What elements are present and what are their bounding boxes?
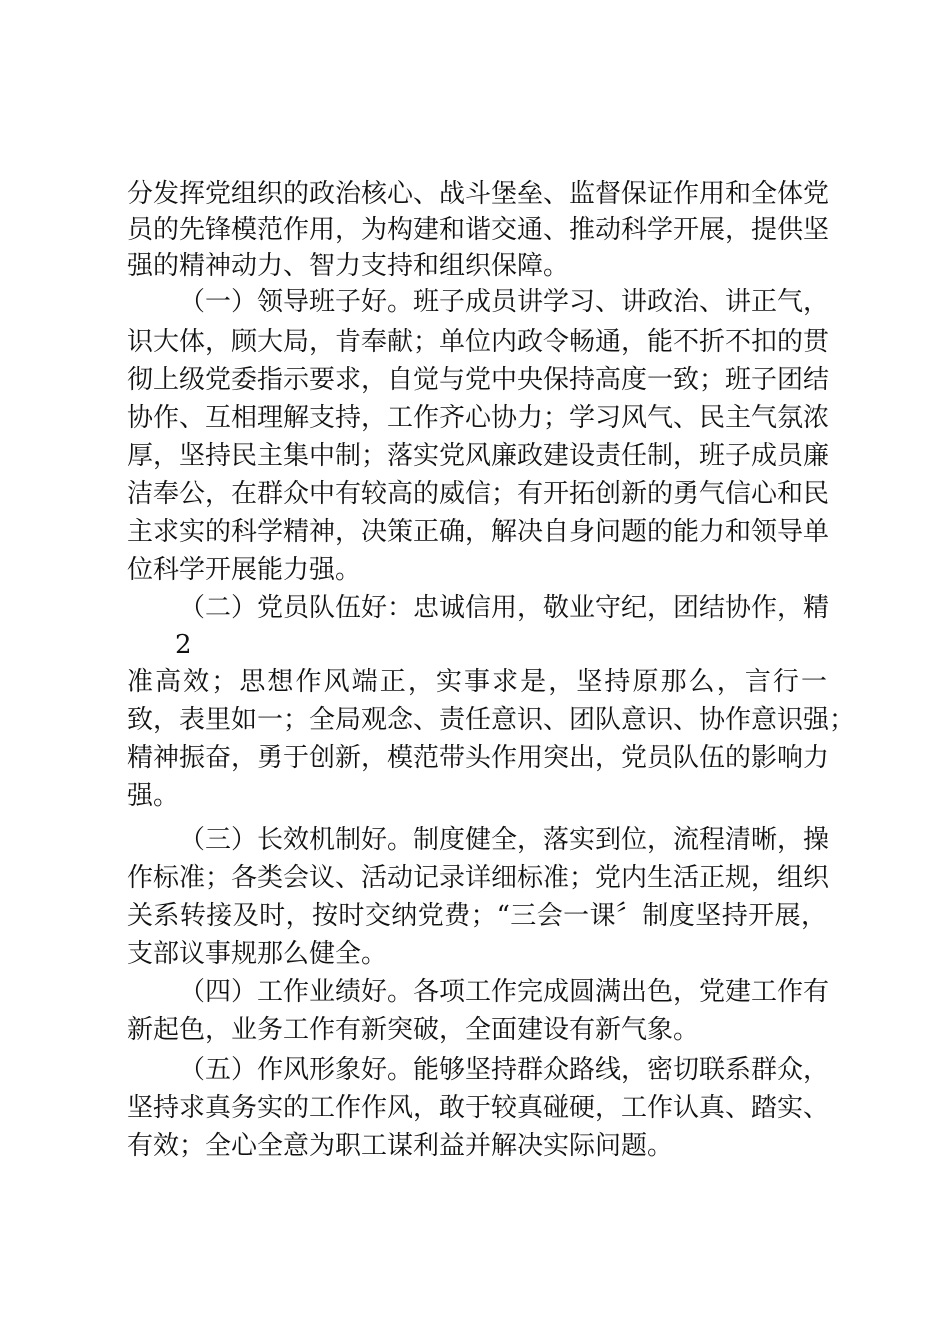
text-line: 彻上级党委指示要求，自觉与党中央保持高度一致；班子团结 [127, 365, 830, 395]
text-line: 支部议事规那么健全。 [127, 939, 388, 969]
text-line: 强的精神动力、智力支持和组织保障。 [127, 251, 570, 281]
text-line: （一）领导班子好。班子成员讲学习、讲政治、讲正气， [179, 287, 830, 317]
text-line: （四）工作业绩好。各项工作完成圆满出色，党建工作有 [179, 977, 830, 1007]
text-line: 有效；全心全意为职工谋利益并解决实际问题。 [127, 1131, 674, 1161]
text-line: 位科学开展能力强。 [127, 555, 362, 585]
text-line: 分发挥党组织的政治核心、战斗堡垒、监督保证作用和全体党 [127, 179, 830, 209]
text-line: 作标准；各类会议、活动记录详细标准；党内生活正规，组织 [127, 863, 830, 893]
text-line: 员的先锋模范作用，为构建和谐交通、推动科学开展，提供坚 [127, 215, 830, 245]
text-line: 强。 [127, 781, 180, 811]
text-line: 新起色，业务工作有新突破，全面建设有新气象。 [127, 1015, 700, 1045]
text-line: 主求实的科学精神，决策正确，解决自身问题的能力和领导单 [127, 517, 830, 547]
text-line: 协作、互相理解支持，工作齐心协力；学习风气、民主气氛浓 [127, 403, 830, 433]
text-line: 致，表里如一；全局观念、责任意识、团队意识、协作意识强； [127, 705, 856, 735]
text-line: 洁奉公，在群众中有较高的威信；有开拓创新的勇气信心和民 [127, 479, 830, 509]
text-line: 坚持求真务实的工作作风，敢于较真碰硬，工作认真、踏实、 [127, 1093, 830, 1123]
text-line: 关系转接及时，按时交纳党费；“三会一课〞制度坚持开展， [127, 901, 827, 931]
page-number: 2 [175, 630, 192, 660]
text-line: 厚，坚持民主集中制；落实党风廉政建设责任制，班子成员廉 [127, 441, 830, 471]
text-line: （五）作风形象好。能够坚持群众路线，密切联系群众， [179, 1055, 830, 1085]
text-line: （二）党员队伍好：忠诚信用，敬业守纪，团结协作，精 [179, 593, 830, 623]
text-line: （三）长效机制好。制度健全，落实到位，流程清晰，操 [179, 825, 830, 855]
text-line: 识大体，顾大局，肯奉献；单位内政令畅通，能不折不扣的贯 [127, 327, 830, 357]
text-line: 精神振奋，勇于创新，模范带头作用突出，党员队伍的影响力 [127, 743, 830, 773]
text-line: 准高效；思想作风端正，实事求是，坚持原那么，言行一 [127, 667, 827, 697]
